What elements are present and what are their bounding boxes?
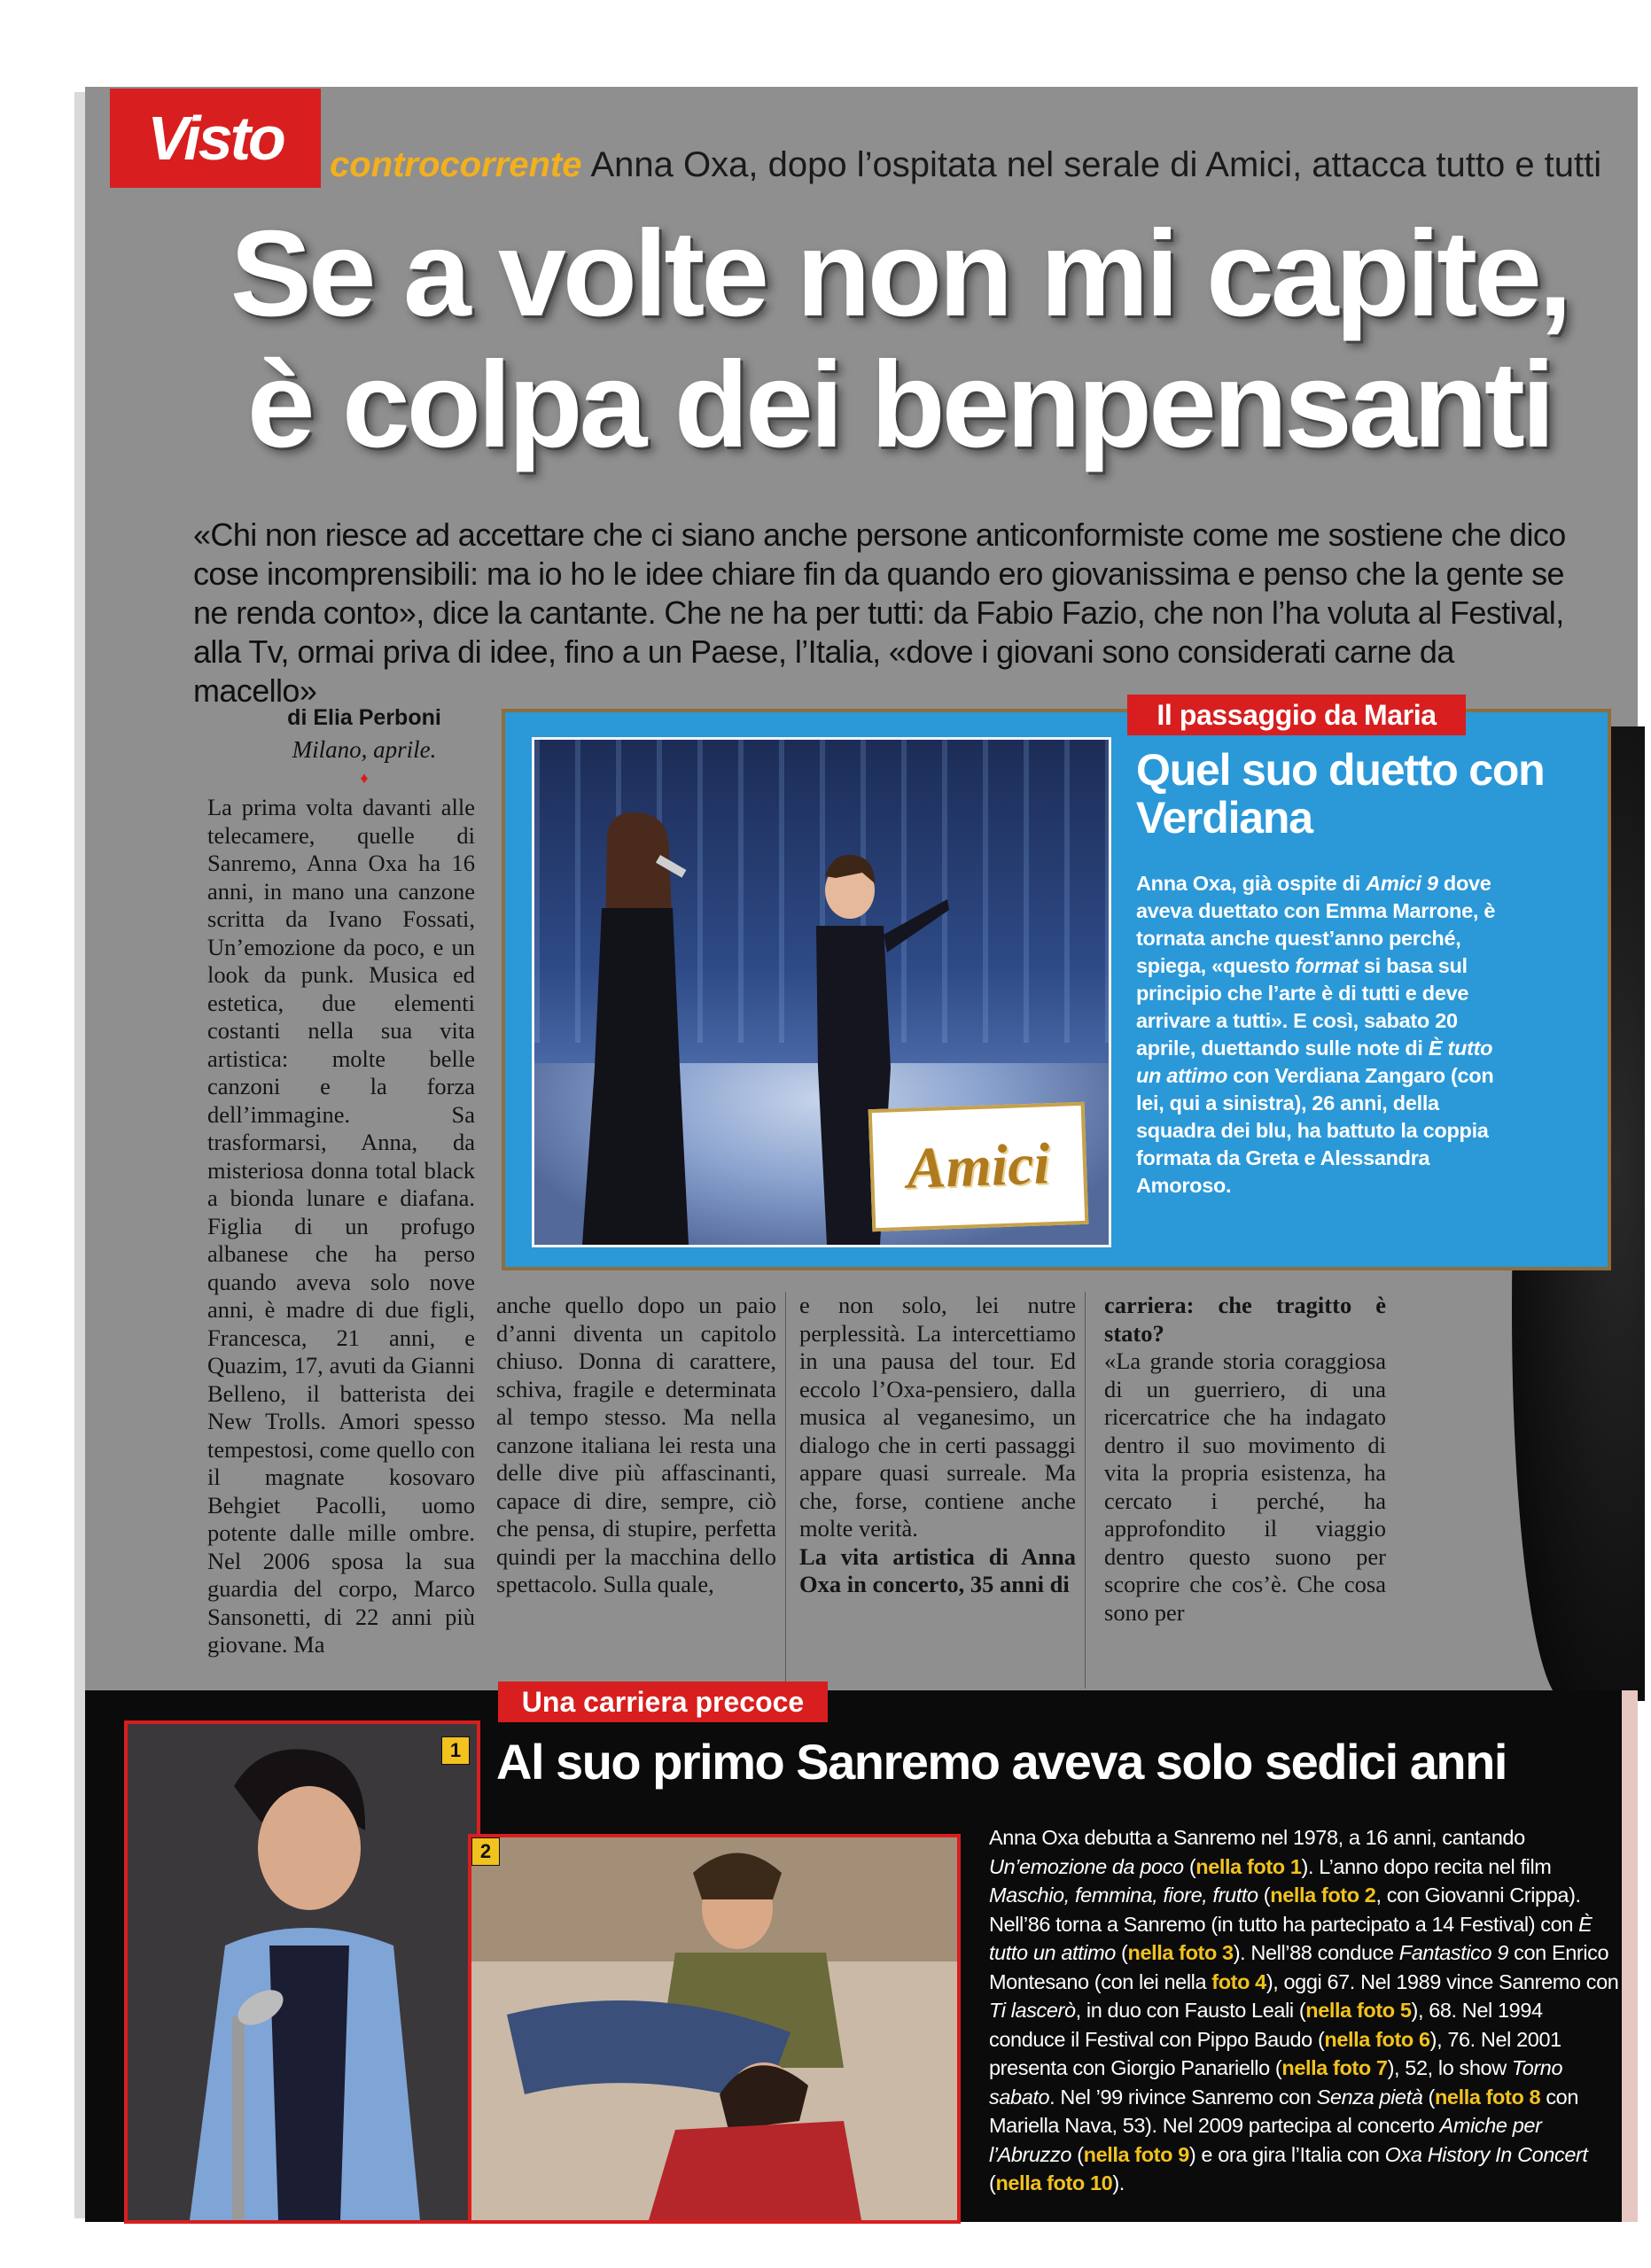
photo-reference: nella foto 8	[1434, 2085, 1541, 2109]
timeline-text: Amiche per l’Abruzzo	[989, 2114, 1542, 2166]
timeline-text: con Enrico Montesano (con lei nella	[989, 1941, 1609, 1993]
sidebar-body-part: con Verdiana Zangaro (con lei, qui a sinistra), 26 anni, della squadra dei blu, ha battuto la coppia formata da Greta e Alessandra Amoroso.	[1136, 1064, 1494, 1197]
sidebar-body-part: È tutto un attimo	[1136, 1037, 1493, 1087]
standfirst: «Chi non riesce ad accettare che ci siano anche persone anticonformiste come me sostiene che dico cose incomprensibili: ma io ho le idee chiare fin da quando ero giovanissima e penso che la gente se ne renda conto», dice la cantante. Che ne ha per tutti: da Fabio Fazio, che non l’ha voluta al Festival, alla Tv, ormai priva di idee, fino a un Paese, l’Italia, «dove i giovani sono considerati carne da macello»	[193, 517, 1566, 709]
kicker-text: Anna Oxa, dopo l’ospitata nel serale di Amici, attacca tutto e tutti	[590, 145, 1602, 184]
timeline-text: ) e ora gira l’Italia con	[1188, 2142, 1385, 2166]
section-tag: controcorrente	[330, 145, 582, 184]
sidebar-title: Quel suo duetto con Verdiana	[1136, 745, 1545, 843]
kicker	[330, 140, 1624, 190]
timeline-text: ), 52, lo show	[1387, 2056, 1512, 2079]
timeline-text: , in duo con Fausto Leali (	[1075, 1999, 1306, 2022]
timeline-text: Senza pietà	[1316, 2085, 1423, 2109]
photo-reference: nella foto 6	[1324, 2027, 1430, 2051]
photo-2-film-still	[468, 1834, 961, 2224]
timeline-body	[989, 1823, 1620, 2198]
timeline-text: ). Nell’88 conduce	[1233, 1941, 1399, 1964]
visto-logo: Visto	[110, 89, 321, 188]
timeline-text: ). L’anno dopo recita nel film	[1301, 1854, 1552, 1878]
amici-logo-badge: Amici	[868, 1102, 1089, 1231]
sidebar-body-part: si basa sul principio che l’arte è di tutti e deve arrivare a tutti». E così, sabato 20 aprile, duettando sulle note di	[1136, 954, 1469, 1060]
photo-number-2: 2	[471, 1837, 500, 1866]
timeline-text: Un’emozione da poco	[989, 1854, 1184, 1878]
timeline-text: ).	[1112, 2171, 1125, 2194]
timeline-text: Maschio, femmina, fiore, frutto	[989, 1884, 1258, 1907]
photo-reference: nella foto 2	[1270, 1884, 1376, 1907]
sidebar-body-part: dove aveva duettato con Emma Marrone, è tornata anche quest’anno perché, spiega, «questo	[1136, 872, 1496, 977]
timeline-text: Fantastico 9	[1398, 1941, 1508, 1964]
timeline-text: , con Giovanni Crippa). Nell’86 torna a Sanremo (in tutto ha partecipato a 14 Festival) con	[989, 1884, 1581, 1936]
timeline-text: con Mariella Nava, 53). Nel 2009 partecipa al concerto	[989, 2085, 1579, 2137]
timeline-text: Torno sabato	[989, 2056, 1563, 2109]
timeline-text: (	[1071, 2142, 1084, 2166]
timeline-text: ), 68. Nel 1994 conduce il Festival con Pippo Baudo (	[989, 1999, 1543, 2051]
photo-reference: nella foto 9	[1083, 2142, 1189, 2166]
article-column-2	[496, 1292, 786, 1689]
byline	[218, 705, 510, 788]
timeline-text: È tutto un attimo	[989, 1912, 1593, 1964]
timeline-text: . Nel ’99 rivince Sanremo con	[1049, 2085, 1317, 2109]
headline-line-1: Se a volte non mi capite,	[230, 206, 1569, 342]
photo-1-sanremo-1978	[124, 1720, 480, 2224]
timeline-text: (	[1183, 1854, 1196, 1878]
article-text-1: La prima volta davanti alle telecamere, quelle di Sanremo, Anna Oxa ha 16 anni, in mano una canzone scritta da Ivano Fossati, Un’emozione da poco, e un look da punk. Musica ed estetica, due elementi costanti nella sua vita artistica: molte belle canzoni e la forza dell’immagine. Sa trasformarsi, Anna, da misteriosa donna total black a bionda lunare e diafana. Figlia di un profugo albanese che ha perso quando aveva solo nove anni, è madre di due figli, Francesca, 21 anni, e Quazim, 17, avuti da Gianni Belleno, il batterista dei New Trolls. Amori spesso tempestosi, come quello con il magnate kosovaro Behgiet Pacolli, uomo potente dalle mille ombre. Nel 2006 sposa la sua guardia del corpo, Marco Sansonetti, di 22 anni più giovane. Ma	[207, 794, 475, 1658]
sidebar-body-part: Anna Oxa, già ospite di	[1136, 872, 1367, 895]
timeline-text: (	[1258, 1884, 1271, 1907]
timeline-text: Ti lascerò	[989, 1999, 1076, 2022]
article-column-4	[1104, 1292, 1386, 1689]
photo-reference: foto 4	[1211, 1969, 1266, 1993]
sidebar-body-part: format	[1295, 954, 1359, 977]
singer-anna-oxa	[556, 802, 706, 1245]
interview-question-1: La vita artistica di Anna Oxa in concerto, 35 anni di	[799, 1542, 1076, 1597]
interview-question-1-cont: carriera: che tragitto è stato?	[1104, 1292, 1386, 1347]
article-text-2: anche quello dopo un paio d’anni diventa un capitolo chiuso. Donna di carattere, schiva, fragile e determinata al tempo stesso. Ma nella canzone italiana lei resta una delle dive più affascinanti, capace di dire, sempre, ciò che pensa, di stupire, perfetta quindi per la macchina dello spettacolo. Sulla quale,	[496, 1292, 776, 1597]
photo-reference: nella foto 7	[1281, 2056, 1388, 2079]
timeline-text: Anna Oxa debutta a Sanremo nel 1978, a 16 anni, cantando	[989, 1826, 1525, 1849]
article-text-4: «La grande storia coraggiosa di un guerriero, di una ricercatrice che ha indagato dentro il suo movimento di vita la propria esistenza, ha cercato i perché, ha approfondito il viaggio dentro questo suono per scoprire che cos’è. Che cosa sono per	[1104, 1348, 1386, 1626]
byline-mark: ♦	[360, 769, 369, 787]
timeline-text: ), 76. Nel 2001 presenta con Giorgio Panariello (	[989, 2027, 1561, 2079]
article-column-3	[799, 1292, 1086, 1689]
photo-reference: nella foto 5	[1305, 1999, 1412, 2022]
timeline-text: (	[989, 2171, 996, 2194]
article-column-1	[207, 794, 475, 1689]
timeline-text: (	[1115, 1941, 1128, 1964]
byline-author: di Elia Perboni	[287, 705, 441, 730]
photo-reference: nella foto 1	[1195, 1854, 1302, 1878]
sidebar-body-part: Amici 9	[1366, 872, 1438, 895]
headline-line-2: è colpa dei benpensanti	[246, 337, 1553, 473]
photo-number-1: 1	[441, 1736, 470, 1765]
byline-dateline: Milano, aprile.	[292, 736, 437, 763]
timeline-text: Oxa History In Concert	[1384, 2142, 1588, 2166]
timeline-text: (	[1422, 2085, 1435, 2109]
photo-2-image	[471, 1837, 957, 2220]
sidebar-tag: Il passaggio da Maria	[1127, 695, 1466, 735]
timeline-title: Al suo primo Sanremo aveva solo sedici anni	[496, 1734, 1507, 1790]
timeline-tag: Una carriera precoce	[498, 1682, 828, 1722]
sidebar-body	[1136, 870, 1523, 1200]
timeline-text: ), oggi 67. Nel 1989 vince Sanremo con	[1266, 1969, 1619, 1993]
photo-reference: nella foto 3	[1127, 1941, 1234, 1964]
headline	[177, 206, 1622, 473]
photo-reference: nella foto 10	[995, 2171, 1113, 2194]
article-text-3: e non solo, lei nutre perplessità. La intercettiamo in una pausa del tour. Ed eccolo l’Oxa-pensiero, dalla musica al veganesimo, un dialogo che in certi passaggi appare quasi surreale. Ma che, forse, contiene anche molte verità.	[799, 1292, 1076, 1542]
photo-1-image	[128, 1724, 477, 2220]
